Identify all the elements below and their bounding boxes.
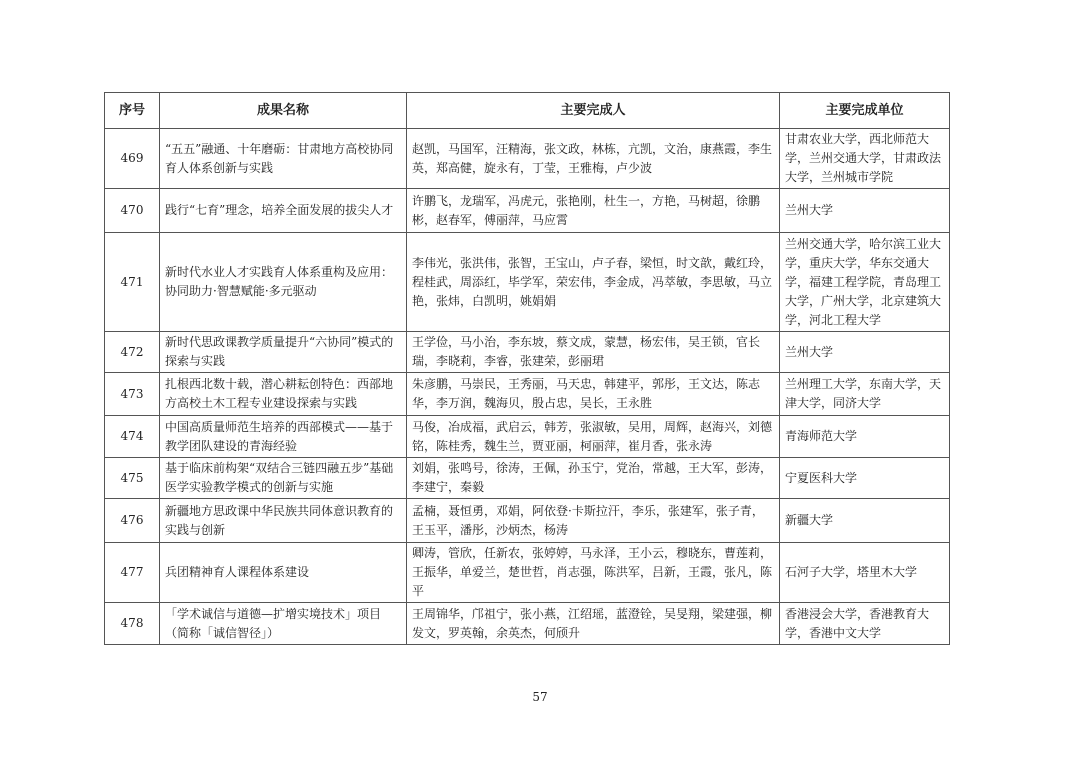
- table-row: [105, 603, 950, 645]
- header-serial-number: 序号: [105, 93, 160, 129]
- header-result-name: 成果名称: [160, 93, 407, 129]
- contributors: 刘娟，张鸣号，徐涛，王佩，孙玉宁，党治，常越，王大军，彭涛，李建宁，秦毅: [407, 458, 780, 499]
- table-header-row: [105, 93, 950, 129]
- units: 兰州交通大学，哈尔滨工业大学，重庆大学，华东交通大学，福建工程学院，青岛理工大学，广州大学，北京建筑大学，河北工程大学: [780, 233, 950, 332]
- results-table: [104, 92, 950, 645]
- units: 兰州大学: [780, 189, 950, 233]
- units: 新疆大学: [780, 499, 950, 543]
- units: 香港浸会大学，香港教育大学，香港中文大学: [780, 603, 950, 645]
- result-name: “五五”融通、十年磨砺：甘肃地方高校协同育人体系创新与实践: [160, 129, 407, 189]
- serial-number: 473: [105, 373, 160, 416]
- serial-number: 470: [105, 189, 160, 233]
- result-name: 兵团精神育人课程体系建设: [160, 543, 407, 603]
- table-row: [105, 189, 950, 233]
- units: 甘肃农业大学，西北师范大学，兰州交通大学，甘肃政法大学，兰州城市学院: [780, 129, 950, 189]
- table-row: [105, 233, 950, 332]
- serial-number: 475: [105, 458, 160, 499]
- serial-number: 477: [105, 543, 160, 603]
- contributors: 朱彦鹏，马崇民，王秀丽，马天忠，韩建平，郭彤，王文达，陈志华，李万润，魏海贝，殷占忠，吴长，王永胜: [407, 373, 780, 416]
- table-row: [105, 543, 950, 603]
- contributors: 李伟光，张洪伟，张智，王宝山，卢子春，梁恒，时文歆，戴红玲，程桂武，周添红，毕学军，荣宏伟，李金成，冯萃敏，李思敏，马立艳，张炜，白凯明，姚娟娟: [407, 233, 780, 332]
- contributors: 马俊，冶成福，武启云，韩芳，张淑敏，吴用，周辉，赵海兴，刘德铭，陈桂秀，魏生兰，贾亚丽，柯丽萍，崔月香，张永涛: [407, 416, 780, 458]
- result-name: 扎根西北数十载，潜心耕耘创特色：西部地方高校土木工程专业建设探索与实践: [160, 373, 407, 416]
- units: 青海师范大学: [780, 416, 950, 458]
- serial-number: 469: [105, 129, 160, 189]
- table-row: [105, 458, 950, 499]
- serial-number: 478: [105, 603, 160, 645]
- units: 兰州理工大学，东南大学，天津大学，同济大学: [780, 373, 950, 416]
- result-name: 基于临床前构架“双结合三链四融五步”基础医学实验教学模式的创新与实施: [160, 458, 407, 499]
- result-name: 践行“七育”理念，培养全面发展的拔尖人才: [160, 189, 407, 233]
- serial-number: 476: [105, 499, 160, 543]
- table-row: [105, 129, 950, 189]
- contributors: 王周锦华，邝祖宁，张小燕，江绍瑶，蓝澄铨，吴旻翔，梁建强，柳发文，罗英翰，余英杰，何颀升: [407, 603, 780, 645]
- table-row: [105, 416, 950, 458]
- contributors: 王学俭，马小治，李东坡，蔡文成，蒙慧，杨宏伟，吴王锁，官长瑞，李晓莉，李睿，张建荣，彭丽珺: [407, 332, 780, 373]
- result-name: 新疆地方思政课中华民族共同体意识教育的实践与创新: [160, 499, 407, 543]
- serial-number: 471: [105, 233, 160, 332]
- header-main-units: 主要完成单位: [780, 93, 950, 129]
- result-name: 新时代思政课教学质量提升“六协同”模式的探索与实践: [160, 332, 407, 373]
- result-name: 新时代水业人才实践育人体系重构及应用：协同助力·智慧赋能·多元驱动: [160, 233, 407, 332]
- contributors: 孟楠，聂恒勇，邓娟，阿依登·卡斯拉汗，李乐，张建军，张子青，王玉平，潘彤，沙炳杰，杨涛: [407, 499, 780, 543]
- contributors: 卿涛，管欣，任新农，张婷婷，马永泽，王小云，穆晓东，曹莲莉，王振华，单爱兰，楚世哲，肖志强，陈洪军，吕新，王霞，张凡，陈平: [407, 543, 780, 603]
- table-row: [105, 499, 950, 543]
- serial-number: 472: [105, 332, 160, 373]
- header-main-contributors: 主要完成人: [407, 93, 780, 129]
- page-number: 57: [532, 690, 548, 704]
- serial-number: 474: [105, 416, 160, 458]
- units: 宁夏医科大学: [780, 458, 950, 499]
- result-name: 中国高质量师范生培养的西部模式——基于教学团队建设的青海经验: [160, 416, 407, 458]
- table-row: [105, 373, 950, 416]
- units: 石河子大学，塔里木大学: [780, 543, 950, 603]
- contributors: 许鹏飞，龙瑞军，冯虎元，张艳刚，杜生一，方艳，马树超，徐鹏彬，赵春军，傅丽萍，马应霄: [407, 189, 780, 233]
- table-row: [105, 332, 950, 373]
- units: 兰州大学: [780, 332, 950, 373]
- contributors: 赵凯，马国军，汪精海，张文政，林栋，亢凯，文治，康燕霞，李生英，郑高健，旋永有，丁莹，王雅梅，卢少波: [407, 129, 780, 189]
- result-name: 「学术诚信与道德—扩增实境技术」项目（简称「诚信智径」）: [160, 603, 407, 645]
